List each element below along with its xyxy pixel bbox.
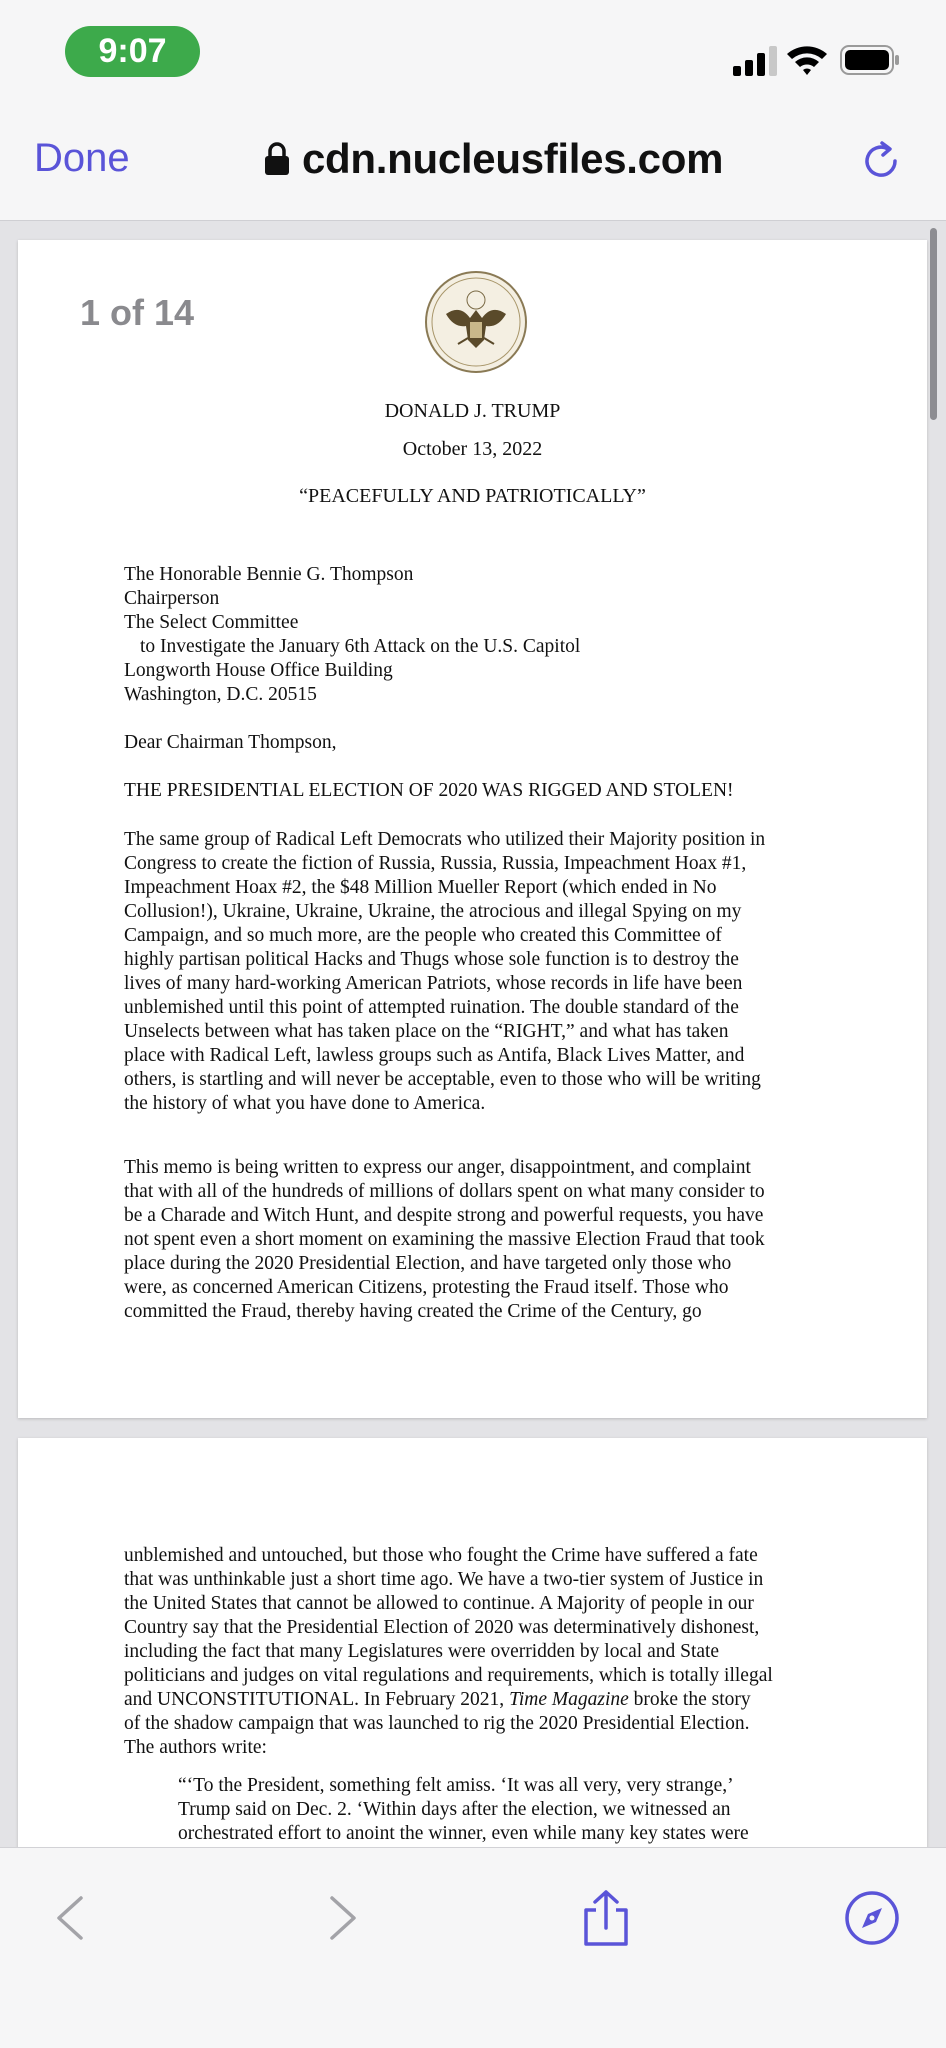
address-line: Chairperson: [124, 588, 220, 609]
share-icon[interactable]: [576, 1888, 636, 1948]
text-line: others, is startling and will never be acceptable, even to those who will be writing: [124, 1069, 761, 1090]
address-bar[interactable]: [264, 134, 723, 184]
text-line: Campaign, and so much more, are the people who created this Committee of: [124, 925, 722, 946]
status-bar: [0, 0, 946, 100]
text-line: [124, 1688, 844, 1712]
document-page-1: [18, 240, 927, 1418]
text-line: the United States that cannot be allowed to continue. A Majority of people in our: [124, 1593, 754, 1614]
text-line: be a Charade and Witch Hunt, and despite strong and powerful requests, you have: [124, 1205, 764, 1226]
block-quote: [178, 1774, 749, 1846]
text-run: broke the story: [628, 1689, 751, 1710]
text-line: that with all of the hundreds of millions of dollars spent on what many consider to: [124, 1181, 765, 1202]
text-line: Collusion!), Ukraine, Ukraine, Ukraine, the atrocious and illegal Spying on my: [124, 901, 742, 922]
text-run: and UNCONSTITUTIONAL. In February 2021,: [124, 1689, 510, 1710]
paragraph-2: [124, 1156, 844, 1324]
text-line: Congress to create the fiction of Russia, Russia, Russia, Impeachment Hoax #1,: [124, 853, 747, 874]
text-line: lives of many hard-working American Patriots, whose records in life have been: [124, 973, 743, 994]
paragraph-1: [124, 828, 844, 1116]
text-line: not spent even a short moment on examining the massive Election Fraud that took: [124, 1229, 765, 1250]
text-line: The same group of Radical Left Democrats who utilized their Majority position in: [124, 829, 766, 850]
text-line: the history of what you have done to America.: [124, 1093, 486, 1114]
forward-icon[interactable]: [312, 1888, 372, 1948]
reload-icon[interactable]: [858, 138, 904, 184]
text-line: unblemished until this point of attempted ruination. The double standard of the: [124, 997, 739, 1018]
quote-line: “‘To the President, something felt amiss. ‘It was all very, very strange,’: [178, 1775, 734, 1796]
battery-icon: [840, 45, 900, 75]
text-line: of the shadow campaign that was launched to rig the 2020 Presidential Election.: [124, 1713, 750, 1734]
paragraph-3: [124, 1544, 844, 1760]
letterhead-motto: “PEACEFULLY AND PATRIOTICALLY”: [299, 485, 646, 507]
browser-nav-bar: [0, 100, 946, 221]
text-line: place during the 2020 Presidential Election, and have targeted only those who: [124, 1253, 732, 1274]
compass-icon[interactable]: [842, 1888, 902, 1948]
address-line: The Select Committee: [124, 612, 299, 633]
address-line: Washington, D.C. 20515: [124, 684, 317, 705]
letterhead-name: DONALD J. TRUMP: [384, 400, 561, 422]
document-page-2: [18, 1438, 927, 1847]
text-line: Unselects between what has taken place on the “RIGHT,” and what has taken: [124, 1021, 729, 1042]
text-line: highly partisan political Hacks and Thugs whose sole function is to destroy the: [124, 949, 739, 970]
text-line: The authors write:: [124, 1737, 267, 1758]
italic-title: Time Magazine: [509, 1689, 629, 1710]
vertical-scrollbar[interactable]: [930, 228, 937, 420]
quote-line: Trump said on Dec. 2. ‘Within days after the election, we witnessed an: [178, 1799, 731, 1820]
text-line: including the fact that many Legislatures were overridden by local and State: [124, 1641, 720, 1662]
wifi-icon: [785, 42, 829, 78]
back-icon[interactable]: [41, 1888, 101, 1948]
cellular-signal-icon: [733, 44, 779, 76]
document-viewer[interactable]: [0, 222, 946, 1847]
text-line: place with Radical Left, lawless groups such as Antifa, Black Lives Matter, and: [124, 1045, 745, 1066]
address-line: Longworth House Office Building: [124, 660, 393, 681]
text-line: Country say that the Presidential Election of 2020 was determinatively dishonest,: [124, 1617, 760, 1638]
address-line: to Investigate the January 6th Attack on the U.S. Capitol: [140, 636, 581, 657]
text-line: that was unthinkable just a short time ago. We have a two-tier system of Justice in: [124, 1569, 764, 1590]
text-line: unblemished and untouched, but those who fought the Crime have suffered a fate: [124, 1545, 758, 1566]
text-line: This memo is being written to express our anger, disappointment, and complaint: [124, 1157, 751, 1178]
url-text[interactable]: cdn.nucleusfiles.com: [302, 135, 724, 182]
bottom-toolbar: [0, 1847, 946, 2048]
letter-headline: THE PRESIDENTIAL ELECTION OF 2020 WAS RIGGED AND STOLEN!: [124, 780, 734, 801]
address-line: The Honorable Bennie G. Thompson: [124, 564, 414, 585]
status-time[interactable]: 9:07: [65, 26, 200, 77]
lock-icon: [264, 142, 290, 176]
text-line: committed the Fraud, thereby having created the Crime of the Century, go: [124, 1301, 702, 1322]
text-line: politicians and judges on vital regulations and requirements, which is totally illegal: [124, 1665, 773, 1686]
letter-date: October 13, 2022: [402, 438, 543, 460]
presidential-seal-icon: [424, 270, 528, 374]
text-line: Impeachment Hoax #2, the $48 Million Mueller Report (which ended in No: [124, 877, 717, 898]
salutation: Dear Chairman Thompson,: [124, 732, 337, 753]
recipient-address: [124, 563, 580, 707]
quote-line: orchestrated effort to anoint the winner, even while many key states were: [178, 1823, 749, 1844]
page-counter: 1 of 14: [80, 292, 195, 333]
done-button[interactable]: Done: [34, 136, 130, 180]
text-line: were, as concerned American Citizens, protesting the Fraud itself. Those who: [124, 1277, 729, 1298]
